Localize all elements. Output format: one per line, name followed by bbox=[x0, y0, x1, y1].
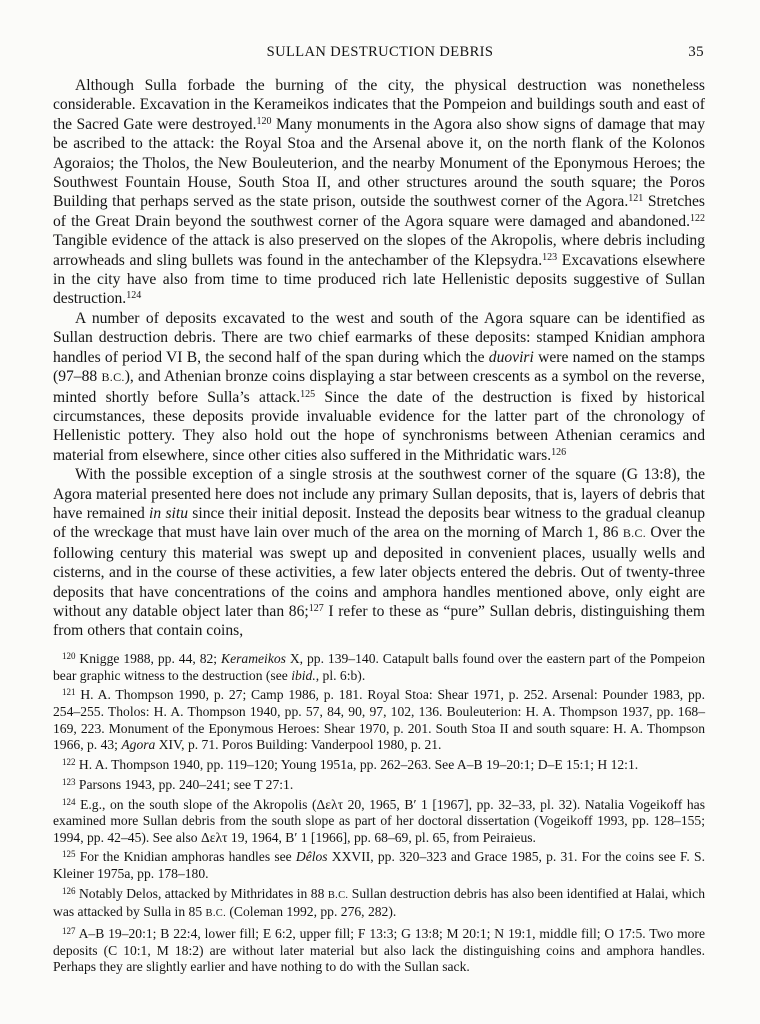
footnote-121: $^{121}$ H. A. Thompson 1990, p. 27; Camp 1986, p. 181. Royal Stoa: Shear 1971, p. 252. Arsenal: Pounder 1983, pp. 254–255. Tholos: H. A. Thompson 1940, pp. 57, 84, 90, 97, 102, 136. Bouleuterion: H. A. Thompson 1937, pp. 168–169, 223. Monument of the Eponymous Heroes: Shear 1970, p. 201. South Stoa II and south square: H. A. Thompson 1966, p. 43; Agora XIV, p. 71. Poros Building: Vanderpool 1980, p. 21. bbox=[53, 687, 705, 753]
paragraph: Although Sulla forbade the burning of the city, the physical destruction was nonetheless considerable. Excavation in the Kerameikos indicates that the Pompeion and buildings south and east of the Sacred Gate were destroyed.$^{120}$ Many monuments in the Agora also show signs of damage that may be ascribed to the attack: the Royal Stoa and the Arsenal above it, on the north flank of the Kolonos Agoraios; the Tholos, the New Bouleuterion, and the nearby Monument of the Eponymous Heroes; the Southwest Fountain House, South Stoa II, and other structures around the south square; the Poros Building that perhaps served as the state prison, outside the southwest corner of the Agora.$^{121}$ Stretches of the Great Drain beyond the southwest corner of the Agora square were damaged and abandoned.$^{122}$ Tangible evidence of the attack is also preserved on the slopes of the Akropolis, where debris including arrowheads and sling bullets was found in the antechamber of the Klepsydra.$^{123}$ Excavations elsewhere in the city have also from time to time produced rich late Hellenistic deposits suggestive of Sullan destruction.$^{124}$ bbox=[53, 77, 706, 308]
footnote-127: $^{127}$ A–B 19–20:1; B 22:4, lower fill; E 6:2, upper fill; F 13:3; G 13:8; M 20:1; N 19:1, middle fill; O 17:5. Two more deposits (C 10:1, M 18:2) are without later material but also lack the distinguishing coins and amphora handles. Perhaps they are slightly earlier and have nothing to do with the Sullan sack. bbox=[53, 926, 705, 975]
footnote-120: $^{120}$ Knigge 1988, pp. 44, 82; Kerameikos X, pp. 139–140. Catapult balls found over the eastern part of the Pompeion bear graphic witness to the destruction (see ibid., pl. 6:b). bbox=[53, 651, 705, 683]
page-header bbox=[0, 44, 760, 66]
footnote-124: $^{124}$ E.g., on the south slope of the Akropolis (Δελτ 20, 1965, B′ 1 [1967], pp. 32–33, pl. 32). Natalia Vogeikoff has examined more Sullan debris from the south slope as part of her doctoral dissertation (Vogeikoff 1993, pp. 128–155; 1994, pp. 42–45). See also Δελτ 19, 1964, B′ 1 [1966], pp. 68–69, pl. 65, from Peiraieus. bbox=[53, 796, 705, 845]
footnote-125: $^{125}$ For the Knidian amphoras handles see Dêlos XXVII, pp. 320–323 and Grace 1985, p. 31. For the coins see F. S. Kleiner 1975a, pp. 178–180. bbox=[53, 849, 705, 882]
running-head: SULLAN DESTRUCTION DEBRIS bbox=[266, 44, 494, 60]
main-text bbox=[53, 76, 705, 641]
page-number: 35 bbox=[688, 44, 704, 60]
paragraph: A number of deposits excavated to the west and south of the Agora square can be identified as Sullan destruction debris. There are two chief earmarks of these deposits: stamped Knidian amphora handles of period VI B, the second half of the span during which the duoviri were named on the stamps (97–88 B.C.), and Athenian bronze coins displaying a star between crescents as a symbol on the reverse, minted shortly before Sulla’s attack.$^{125}$ Since the date of the destruction is fixed by historical circumstances, these deposits provide invaluable evidence for the latter part of the chronology of Hellenistic pottery. They also hold out the hope of synchronisms between Athenian ceramics and material from elsewhere, since other cities also suffered in the Mithridatic wars.$^{126}$ bbox=[53, 309, 706, 464]
footnote-122: $^{122}$ H. A. Thompson 1940, pp. 119–120; Young 1951a, pp. 262–263. See A–B 19–20:1; D–E 15:1; H 12:1. bbox=[62, 756, 639, 772]
footnote-126: $^{126}$ Notably Delos, attacked by Mithridates in 88 B.C. Sullan destruction debris has also been identified at Halai, which was attacked by Sulla in 85 B.C. (Coleman 1992, pp. 276, 282). bbox=[53, 885, 705, 920]
paragraph: With the possible exception of a single strosis at the southwest corner of the square (G 13:8), the Agora material presented here does not include any primary Sullan deposits, that is, layers of debris that have remained in situ since their initial deposit. Instead the deposits bear witness to the gradual cleanup of the wreckage that must have lain over much of the area on the morning of March 1, 86 B.C. Over the following century this material was swept up and deposited in convenient places, usually wells and cisterns, and in the course of these activities, a few later objects entered the debris. Out of twenty-three deposits that have concentrations of the coins and amphora handles mentioned above, only eight are without any datable object later than 86;$^{127}$ I refer to these as “pure” Sullan debris, distinguishing them from others that contain coins, bbox=[53, 466, 706, 640]
footnotes bbox=[53, 651, 705, 979]
footnote-123: $^{123}$ Parsons 1943, pp. 240–241; see T 27:1. bbox=[62, 776, 294, 792]
